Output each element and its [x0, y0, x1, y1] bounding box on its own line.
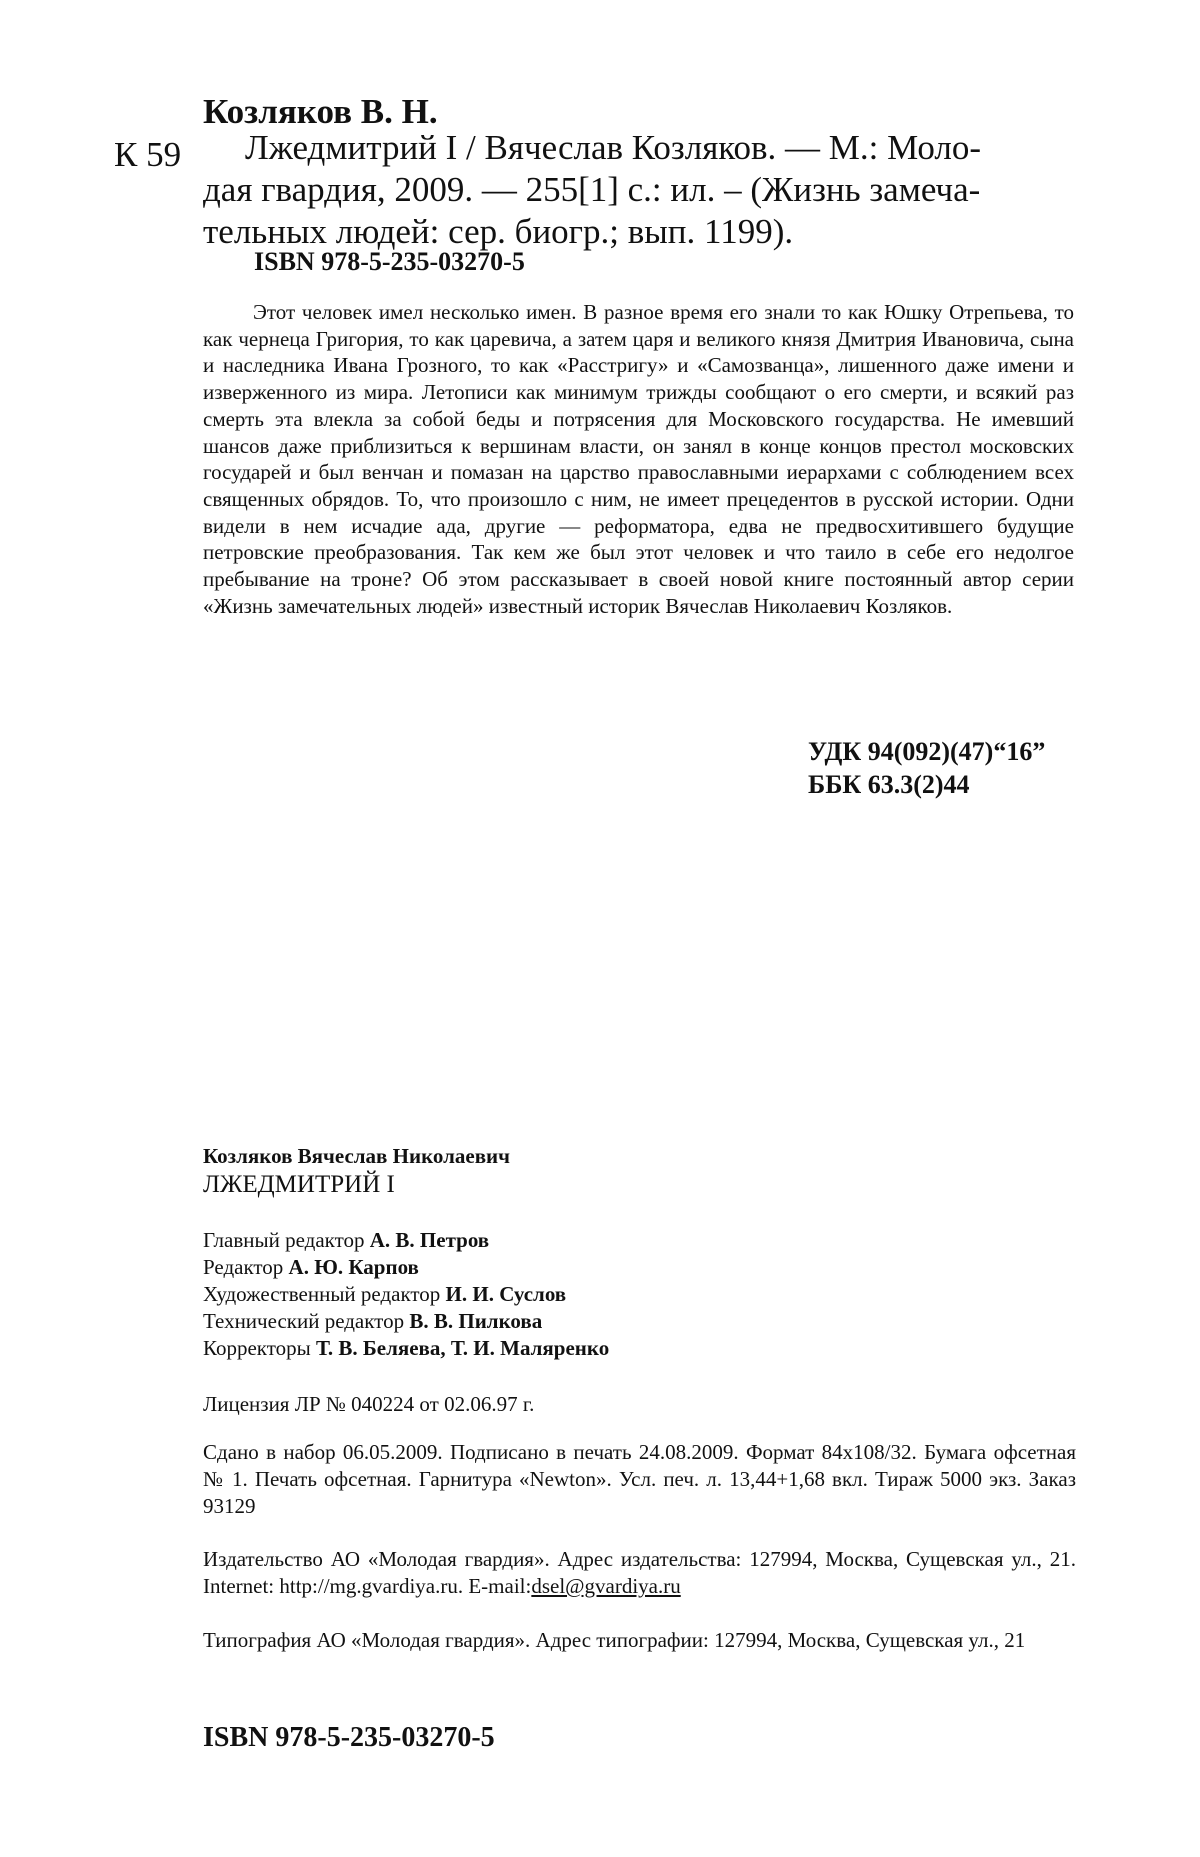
staff-role: Главный редактор [203, 1228, 370, 1252]
imprint-title: ЛЖЕДМИТРИЙ I [203, 1171, 395, 1199]
staff-role: Редактор [203, 1255, 289, 1279]
staff-row [203, 1335, 609, 1362]
book-copyright-page [0, 0, 1200, 1857]
staff-row [203, 1254, 609, 1281]
staff-row [203, 1227, 609, 1254]
catalog-author-heading: Козляков В. Н. [203, 92, 438, 132]
license-line: Лицензия ЛР № 040224 от 02.06.97 г. [203, 1392, 534, 1417]
imprint-author-fullname: Козляков Вячеслав Николаевич [203, 1144, 510, 1169]
staff-name: Т. В. Беляева, Т. И. Маляренко [316, 1336, 609, 1360]
staff-row [203, 1281, 609, 1308]
catalog-isbn: ISBN 978-5-235-03270-5 [254, 247, 525, 277]
catalog-code: К 59 [114, 135, 181, 175]
printer-info: Типография АО «Молодая гвардия». Адрес типографии: 127994, Москва, Сущевская ул., 21 [203, 1627, 1076, 1654]
bbk-code: ББК 63.3(2)44 [808, 770, 970, 800]
staff-name: И. И. Суслов [446, 1282, 567, 1306]
publisher-text: Издательство АО «Молодая гвардия». Адрес издательства: 127994, Москва, Сущевская ул., 21. Internet: http://mg.gvardiya.ru. E-mail: [203, 1547, 1076, 1598]
staff-role: Технический редактор [203, 1309, 409, 1333]
bibliographic-description [245, 127, 1085, 253]
publisher-info [203, 1546, 1076, 1600]
staff-name: В. В. Пилкова [409, 1309, 542, 1333]
udk-code: УДК 94(092)(47)“16” [808, 737, 1045, 767]
staff-name: А. В. Петров [370, 1228, 489, 1252]
staff-role: Художественный редактор [203, 1282, 446, 1306]
staff-name: А. Ю. Карпов [289, 1255, 419, 1279]
staff-row [203, 1308, 609, 1335]
biblio-line-2: дая гвардия, 2009. — 255[1] с.: ил. – (Жизнь замеча- [203, 169, 1085, 211]
staff-role: Корректоры [203, 1336, 316, 1360]
editorial-staff [203, 1227, 609, 1362]
publisher-email-link[interactable]: dsel@gvardiya.ru [531, 1574, 680, 1598]
annotation-paragraph: Этот человек имел несколько имен. В разное время его знали то как Юшку Отрепьева, то как чернеца Григория, то как царевича, а затем царя и великого князя Дмитрия Ивановича, сына и наследника Ивана Грозного, то как «Расстригу» и «Самозванца», лишенного даже имени и изверженно­го из мира. Летописи как минимум трижды сообщают о его смерти, и вся­кий раз смерть эта влекла за собой беды и потрясения для Московского го­сударства. Не имевший шансов даже приблизиться к вершинам власти, он занял в конце концов престол московских государей и был венчан и пома­зан на царство православными иерархами с соблюдением всех священных обрядов. То, что произошло с ним, не имеет прецедентов в русской исто­рии. Одни видели в нем исчадие ада, другие — реформатора, едва не пред­восхитившего будущие петровские преобразования. Так кем же был этот человек и что таило в себе его недолгое пребывание на троне? Об этом рас­сказывает в своей новой книге постоянный автор серии «Жизнь замеча­тельных людей» известный историк Вячеслав Николаевич Козляков. [203, 299, 1074, 619]
biblio-line-1: Лжедмитрий I / Вячеслав Козляков. — М.: Моло- [245, 127, 1085, 169]
print-info: Сдано в набор 06.05.2009. Подписано в печать 24.08.2009. Формат 84x108/32. Бумага офсетная № 1. Печать офсетная. Гарнитура «Newton». Усл. печ. л. 13,44+1,68 вкл. Тираж 5000 экз. Заказ 93129 [203, 1439, 1076, 1520]
imprint-isbn: ISBN 978-5-235-03270-5 [203, 1722, 495, 1754]
biblio-line-3: тельных людей: сер. биогр.; вып. 1199). [203, 211, 1085, 253]
